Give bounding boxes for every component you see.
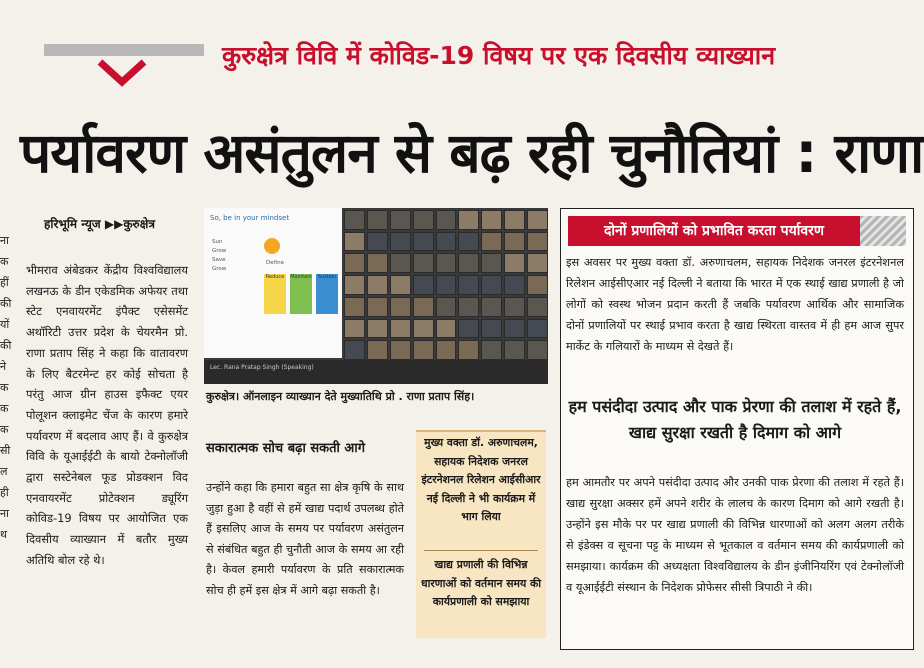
edge-fragment: ना <box>0 234 9 247</box>
slide-box-label: Sustain <box>317 274 337 280</box>
participant-tile <box>481 297 502 317</box>
participant-tile <box>527 319 548 339</box>
participant-tile <box>458 319 479 339</box>
participant-tile <box>367 340 388 360</box>
participant-tile <box>504 253 525 273</box>
participant-tile <box>413 232 434 252</box>
participant-tile <box>344 253 365 273</box>
kicker-headline: कुरुक्षेत्र विवि में कोविड-19 विषय पर एक दिवसीय व्याख्यान <box>222 41 776 70</box>
slide-circle-graphic <box>264 238 280 254</box>
edge-fragment: की <box>0 339 12 352</box>
participant-tile <box>367 232 388 252</box>
participant-tile <box>367 275 388 295</box>
participant-tile <box>413 319 434 339</box>
participant-tile <box>504 319 525 339</box>
right-box-title: दोनों प्रणालियों को प्रभावित करता पर्यावरण <box>568 216 860 246</box>
participant-tile <box>390 210 411 230</box>
edge-fragment: ने <box>0 360 7 373</box>
participant-tile <box>344 210 365 230</box>
participant-tile <box>436 297 457 317</box>
main-headline: पर्यावरण असंतुलन से बढ़ रही चुनौतियां : राणा <box>20 121 924 185</box>
participant-tile <box>413 297 434 317</box>
participant-tile <box>436 319 457 339</box>
participant-tile <box>458 297 479 317</box>
edge-fragment: ही <box>0 486 9 499</box>
participant-tile <box>481 253 502 273</box>
callout-text-2: खाद्य प्रणाली की विभिन्न धारणाओं को वर्तमान समय की कार्यप्रणाली को समझाया <box>420 558 542 608</box>
presentation-slide <box>204 208 342 358</box>
participant-tile <box>458 210 479 230</box>
callout-divider <box>424 550 538 551</box>
participant-tile <box>527 210 548 230</box>
slide-list <box>212 238 262 274</box>
participant-tile <box>367 297 388 317</box>
mid-column-text: उन्होंने कहा कि हमारा बहुत सा क्षेत्र कृषि के साथ जुड़ा हुआ है वहीं से हमें खाद्य पदार्थ उपलब्ध होते हैं इसलिए आज के समय पर पर्यावरण असंतुलन से संबंधित बहुत ही चुनौती आज के समय आ रही है। केवल हमारी पर्यावरण के प्रति सकारात्मक सोच ही हमें इस क्षेत्र में आगे बढ़ा सकती है। <box>206 481 404 597</box>
callout-box <box>416 430 546 638</box>
participant-tile <box>390 340 411 360</box>
participant-tile <box>436 275 457 295</box>
speaker-label: Lec. Rana Pratap Singh (Speaking) <box>210 364 314 371</box>
participant-tile <box>367 319 388 339</box>
participant-tile <box>504 340 525 360</box>
mid-subheading: सकारात्मक सोच बढ़ा सकती आगे <box>206 441 366 456</box>
chevron-down-icon <box>96 58 148 88</box>
edge-fragment: क <box>0 423 9 436</box>
participant-tile <box>527 232 548 252</box>
byline: हरिभूमि न्यूज ▶▶कुरुक्षेत्र <box>44 217 155 231</box>
participant-tile <box>413 210 434 230</box>
callout-text-1: मुख्य वक्ता डॉ. अरुणाचलम, सहायक निदेशक जनरल इंटरनेशनल रिलेशन आईसीआर नई दिल्ली ने भी कार्यक्रम में भाग लिया <box>421 436 541 523</box>
photo-caption: कुरुक्षेत्र। ऑनलाइन व्याख्यान देते मुख्यातिथि प्रो . राणा प्रताप सिंह। <box>206 390 475 403</box>
participant-tile <box>390 319 411 339</box>
participant-tile <box>504 275 525 295</box>
participant-tile <box>458 275 479 295</box>
edge-fragment: क <box>0 255 9 268</box>
slide-title: So, be in your mindset <box>210 214 290 222</box>
participant-tile <box>413 253 434 273</box>
slide-box-label: Reduce <box>265 274 285 280</box>
edge-fragment: यों <box>0 318 10 331</box>
participant-tile <box>413 340 434 360</box>
participant-tile <box>390 275 411 295</box>
neighbour-column-fragment <box>0 8 14 658</box>
right-box-paragraph-1: इस अवसर पर मुख्य वक्ता डॉ. अरुणाचलम, सहायक निदेशक जनरल इंटरनेशनल रिलेशन आईसीएआर नई दिल्ली ने बताया कि भारत में एक स्थाई खाद्य प्रणाली है जो लोगों को स्वस्थ भोजन प्रदान करती हैं जबकि पर्यावरण आर्थिक और सामाजिक दोनों प्रणालियों पर स्थाई प्रभाव करता है खाद्य स्थिरता वास्तव में ही हम आज सुपर मार्केट के गलियारों के माध्यम से देखते हैं। <box>566 256 904 353</box>
participant-tile <box>458 232 479 252</box>
participant-tile <box>344 275 365 295</box>
participant-tile <box>344 340 365 360</box>
edge-fragment: की <box>0 297 12 310</box>
slide-box-reduce <box>264 274 286 314</box>
participant-tile <box>504 232 525 252</box>
edge-fragment: क <box>0 381 9 394</box>
lecture-photo <box>204 208 548 384</box>
decorative-stripe <box>860 216 906 246</box>
participant-video-grid <box>344 210 548 360</box>
participant-tile <box>436 210 457 230</box>
participant-tile <box>390 232 411 252</box>
edge-fragment: थ <box>0 528 8 541</box>
edge-fragment: ना <box>0 507 9 520</box>
left-column-text: भीमराव अंबेडकर केंद्रीय विश्वविद्यालय लखनऊ के डीन एकेडमिक अफेयर तथा स्टेट एनवायरमेंट इंपैक्ट एसेसमेंट अथॉरिटी उत्तर प्रदेश के चेयरमैन प्रो. राणा प्रताप सिंह ने कहा कि वातावरण के लिए बैटरमेन्ट हर कोई सोचता है परंतु आज ग्रीन हाउस इफैक्ट एयर पोलूशन क्लाइमेट चेंज के कारण हमारे पर्यावरण में बदलाव आए हैं। वे कुरुक्षेत्र विवि के यूआईईटी के बायो टेक्नोलॉजी द्वारा सस्टेनेबल फूड प्रोडक्शन विद एनवायरमेंट प्रोटेक्शन ड्यूरिंग कोविड-19 विषय पर आयोजित एक दिवसीय व्याख्यान में बतौर मुख्य अतिथि बोल रहे थे। <box>26 263 188 567</box>
participant-tile <box>481 319 502 339</box>
participant-tile <box>481 210 502 230</box>
decorative-grey-bar <box>44 44 204 56</box>
participant-tile <box>504 210 525 230</box>
participant-tile <box>436 340 457 360</box>
edge-fragment: ल <box>0 465 8 478</box>
slide-item: Grow <box>212 248 227 254</box>
participant-tile <box>344 319 365 339</box>
participant-tile <box>436 232 457 252</box>
slide-box-label: Maintain <box>290 274 312 280</box>
slide-item: Grow <box>212 266 227 272</box>
participant-tile <box>390 253 411 273</box>
slide-subtitle: Define <box>266 260 284 266</box>
cropped-top-edge <box>0 0 924 8</box>
slide-item: Save <box>212 257 226 263</box>
slide-item: Sun <box>212 239 223 245</box>
right-box-subheading: हम पसंदीदा उत्पाद और पाक प्रेरणा की तलाश में रहते हैं, खाद्य सुरक्षा रखती है दिमाग को आगे <box>568 397 902 442</box>
edge-fragment: क <box>0 402 9 415</box>
participant-tile <box>527 275 548 295</box>
participant-tile <box>527 253 548 273</box>
participant-tile <box>527 340 548 360</box>
participant-tile <box>344 232 365 252</box>
participant-tile <box>458 253 479 273</box>
participant-tile <box>527 297 548 317</box>
video-call-footer <box>204 360 548 384</box>
participant-tile <box>481 340 502 360</box>
edge-fragment: सी <box>0 444 11 457</box>
participant-tile <box>481 275 502 295</box>
slide-box-maintain <box>290 274 312 314</box>
slide-box-sustain <box>316 274 338 314</box>
participant-tile <box>436 253 457 273</box>
participant-tile <box>504 297 525 317</box>
participant-tile <box>413 275 434 295</box>
participant-tile <box>481 232 502 252</box>
right-box-paragraph-2: हम आमतौर पर अपने पसंदीदा उत्पाद और उनकी पाक प्रेरणा की तलाश में रहते हैं। खाद्य सुरक्षा अक्सर हमें अपने शरीर के लालच के कारण दिमाग को आगे रखती है। उन्होंने इस मौके पर पर खाद्य प्रणाली की विभिन्न धारणाओं को अलग अलग तरीके से इंडेक्स व सूचना पट्ट के माध्यम से भूतकाल व वर्तमान समय की कार्यप्रणाली को समझाया। कार्यक्रम की अध्यक्षता विश्वविद्यालय के डीन इंजीनियरिंग एवं टेक्नोलॉजी व यूआईईटी संस्थान के निदेशक प्रोफेसर सीसी त्रिपाठी ने की। <box>566 476 904 594</box>
edge-fragment: हीं <box>0 276 9 289</box>
participant-tile <box>367 253 388 273</box>
participant-tile <box>344 297 365 317</box>
participant-tile <box>458 340 479 360</box>
participant-tile <box>367 210 388 230</box>
participant-tile <box>390 297 411 317</box>
